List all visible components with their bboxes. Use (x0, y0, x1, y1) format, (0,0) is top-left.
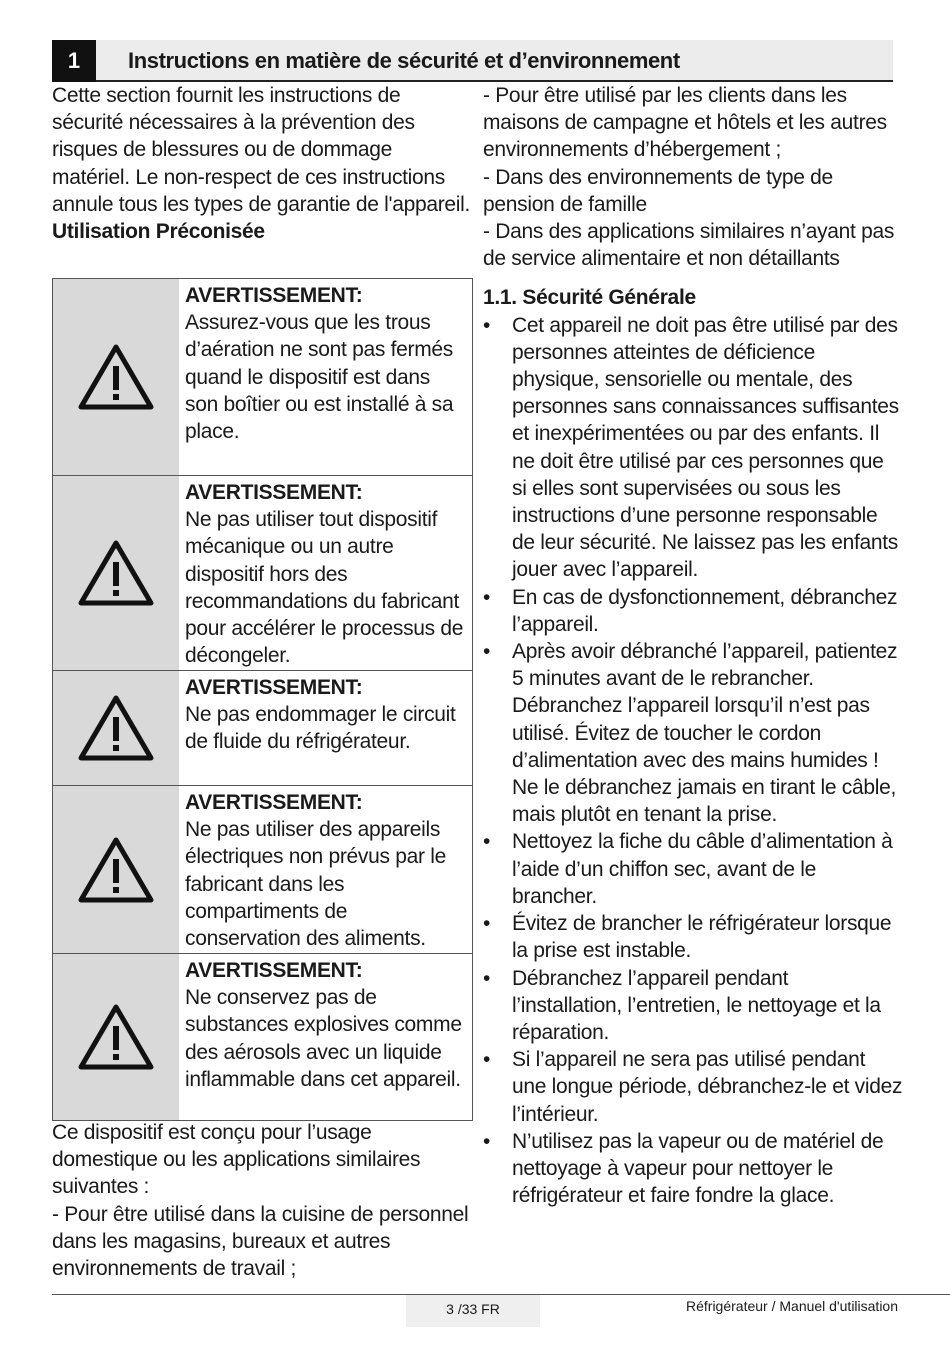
warning-title: AVERTISSEMENT: (185, 791, 363, 814)
warning-title: AVERTISSEMENT: (185, 959, 363, 982)
intro-paragraph: Cette section fournit les instructions de sécurité nécessaires à la prévention des risques de blessures ou de dommage matériel. Le non-respect de ces instructions annule tous les types de garantie de l'appareil. (52, 84, 471, 216)
usage-paragraph: - Dans des environnements de type de pension de famille (483, 165, 833, 216)
warning-text: Ne pas endommager le circuit de fluide du réfrigérateur. (185, 703, 456, 754)
warning-title: AVERTISSEMENT: (185, 676, 363, 699)
list-item: • Évitez de brancher le réfrigérateur lorsque la prise est instable. (483, 910, 903, 964)
page-number: 3 /33 FR (406, 1295, 540, 1327)
warning-triangle-icon (53, 786, 179, 953)
warning-row (53, 954, 472, 1120)
warning-row (53, 671, 472, 786)
manual-title: Réfrigérateur / Manuel d'utilisation (686, 1298, 899, 1314)
warning-table (52, 278, 473, 1121)
warning-title: AVERTISSEMENT: (185, 481, 363, 504)
usage-heading: Utilisation Préconisée (52, 220, 265, 244)
list-item: • Après avoir débranché l’appareil, patientez 5 minutes avant de le rebrancher. Débranchez l’appareil lorsqu’il n’est pas utilisé. Évitez de toucher le cordon d’alimentation avec des mains humides ! Ne le débranchez jamais en tirant le câble, mais plutôt en tenant la prise. (483, 638, 903, 828)
warning-row (53, 786, 472, 954)
usage-paragraphs-left (52, 1119, 474, 1282)
section-title: Instructions en matière de sécurité et d’environnement (128, 48, 680, 73)
usage-paragraph: Ce dispositif est conçu pour l’usage domestique ou les applications similaires suivantes : (52, 1121, 421, 1199)
warning-text: Ne conservez pas de substances explosives comme des aérosols avec un liquide inflammable dans cet appareil. (185, 986, 462, 1091)
left-column (52, 82, 474, 245)
subsection-title: 1.1. Sécurité Générale (483, 286, 696, 310)
usage-paragraph: - Pour être utilisé par les clients dans les maisons de campagne et hôtels et les autres environnements d’hébergement ; (483, 84, 887, 162)
usage-paragraph: - Pour être utilisé dans la cuisine de personnel dans les magasins, bureaux et autres environnements de travail ; (52, 1202, 469, 1281)
list-item: • N’utilisez pas la vapeur ou de matériel de nettoyage à vapeur pour nettoyer le réfrigérateur et faire fondre la glace. (483, 1128, 903, 1210)
list-item: • Débranchez l’appareil pendant l’installation, l’entretien, le nettoyage et la réparation. (483, 965, 903, 1047)
warning-title: AVERTISSEMENT: (185, 284, 363, 307)
warning-row (53, 279, 472, 476)
usage-paragraph: - Dans des applications similaires n’ayant pas de service alimentaire et non détaillants (483, 220, 895, 271)
list-item: • Si l’appareil ne sera pas utilisé pendant une longue période, débranchez-le et videz l’intérieur. (483, 1046, 903, 1128)
section-number: 1 (52, 40, 96, 82)
list-item: • Nettoyez la fiche du câble d’alimentation à l’aide d’un chiffon sec, avant de le brancher. (483, 828, 903, 910)
warning-text: Ne pas utiliser tout dispositif mécanique ou un autre dispositif hors des recommandations du fabricant pour accélérer le processus de décongeler. (185, 508, 464, 668)
warning-triangle-icon (53, 279, 179, 475)
list-item: • En cas de dysfonctionnement, débranchez l’appareil. (483, 584, 903, 638)
right-column (483, 82, 903, 1209)
section-header (52, 40, 893, 82)
warning-text: Assurez-vous que les trous d’aération ne sont pas fermés quand le dispositif est dans son boîtier ou est installé à sa place. (185, 311, 454, 444)
safety-list (483, 312, 903, 1210)
warning-row (53, 476, 472, 671)
warning-triangle-icon (53, 671, 179, 785)
warning-triangle-icon (53, 476, 179, 670)
warning-triangle-icon (53, 954, 179, 1120)
list-item: • Cet appareil ne doit pas être utilisé par des personnes atteintes de déficience physique, sensorielle ou mentale, des personnes sans connaissances suffisantes et inexpérimentées ou par des enfants. Il ne doit être utilisé par ces personnes que si elles sont supervisées ou sous les instructions d’une personne responsable de leur sécurité. Ne laissez pas les enfants jouer avec l’appareil. (483, 312, 903, 584)
warning-text: Ne pas utiliser des appareils électriques non prévus par le fabricant dans les compartiments de conservation des aliments. (185, 818, 446, 951)
